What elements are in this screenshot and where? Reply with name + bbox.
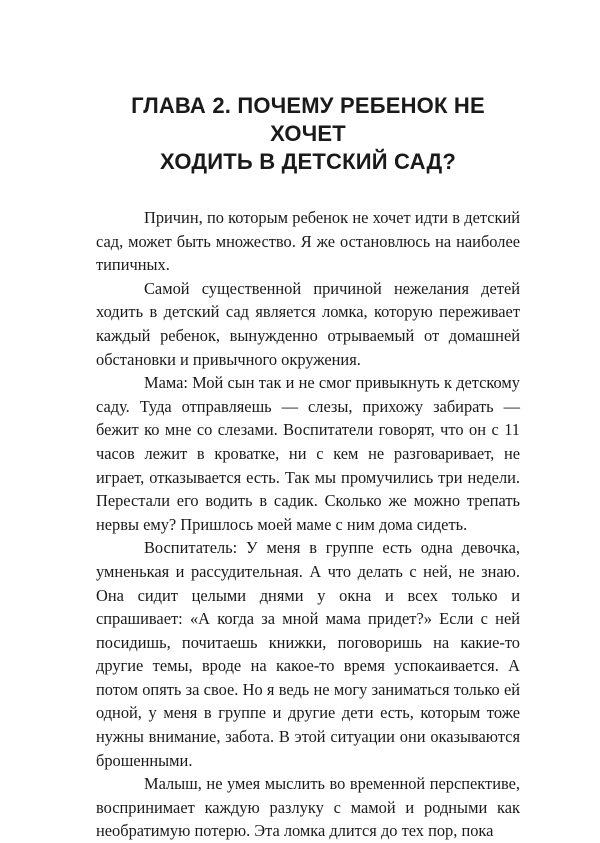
- paragraph-1: Причин, по которым ребенок не хочет идти в детский сад, может быть множество. Я же остановлюсь на наиболее типичных.: [96, 208, 520, 275]
- paragraph-4: Воспитатель: У меня в группе есть одна девочка, умненькая и рассудительная. А что делать с ней, не знаю. Она сидит целыми днями у окна и всех только и спрашивает: «А когда за мной мама придет?» Если с ней посидишь, почитаешь книжки, поговоришь на какие-то другие темы, вроде на какое-то время успокаивается. А потом опять за свое. Но я ведь не могу заниматься только ей одной, у меня в группе и другие дети есть, которым тоже нужны внимание, забота. В этой ситуации они оказываются брошенными.: [96, 538, 520, 770]
- chapter-body: [96, 206, 520, 843]
- paragraph-2: Самой существенной причиной нежелания детей ходить в детский сад является ломка, которую переживает каждый ребенок, вынужденно отрываемый от домашней обстановки и привычного окружения.: [96, 278, 520, 369]
- paragraph-3: Мама: Мой сын так и не смог привыкнуть к детскому саду. Туда отправляешь — слезы, прихожу забирать — бежит ко мне со слезами. Воспитатели говорят, что он с 11 часов лежит в кроватке, ни с кем не разговаривает, не играет, отказывается есть. Так мы промучились три недели. Перестали его водить в садик. Сколько же можно трепать нервы ему? Пришлось моей маме с ним дома сидеть.: [96, 373, 520, 534]
- paragraph-5: Малыш, не умея мыслить во временной перспективе, воспринимает каждую разлуку с мамой и родными как необратимую потерю. Эта ломка длится до тех пор, пока: [96, 774, 520, 841]
- chapter-title-line-1: ГЛАВА 2. ПОЧЕМУ РЕБЕНОК НЕ ХОЧЕТ: [131, 93, 485, 146]
- chapter-title-line-2: ХОДИТЬ В ДЕТСКИЙ САД?: [160, 149, 456, 174]
- chapter-title: [96, 92, 520, 176]
